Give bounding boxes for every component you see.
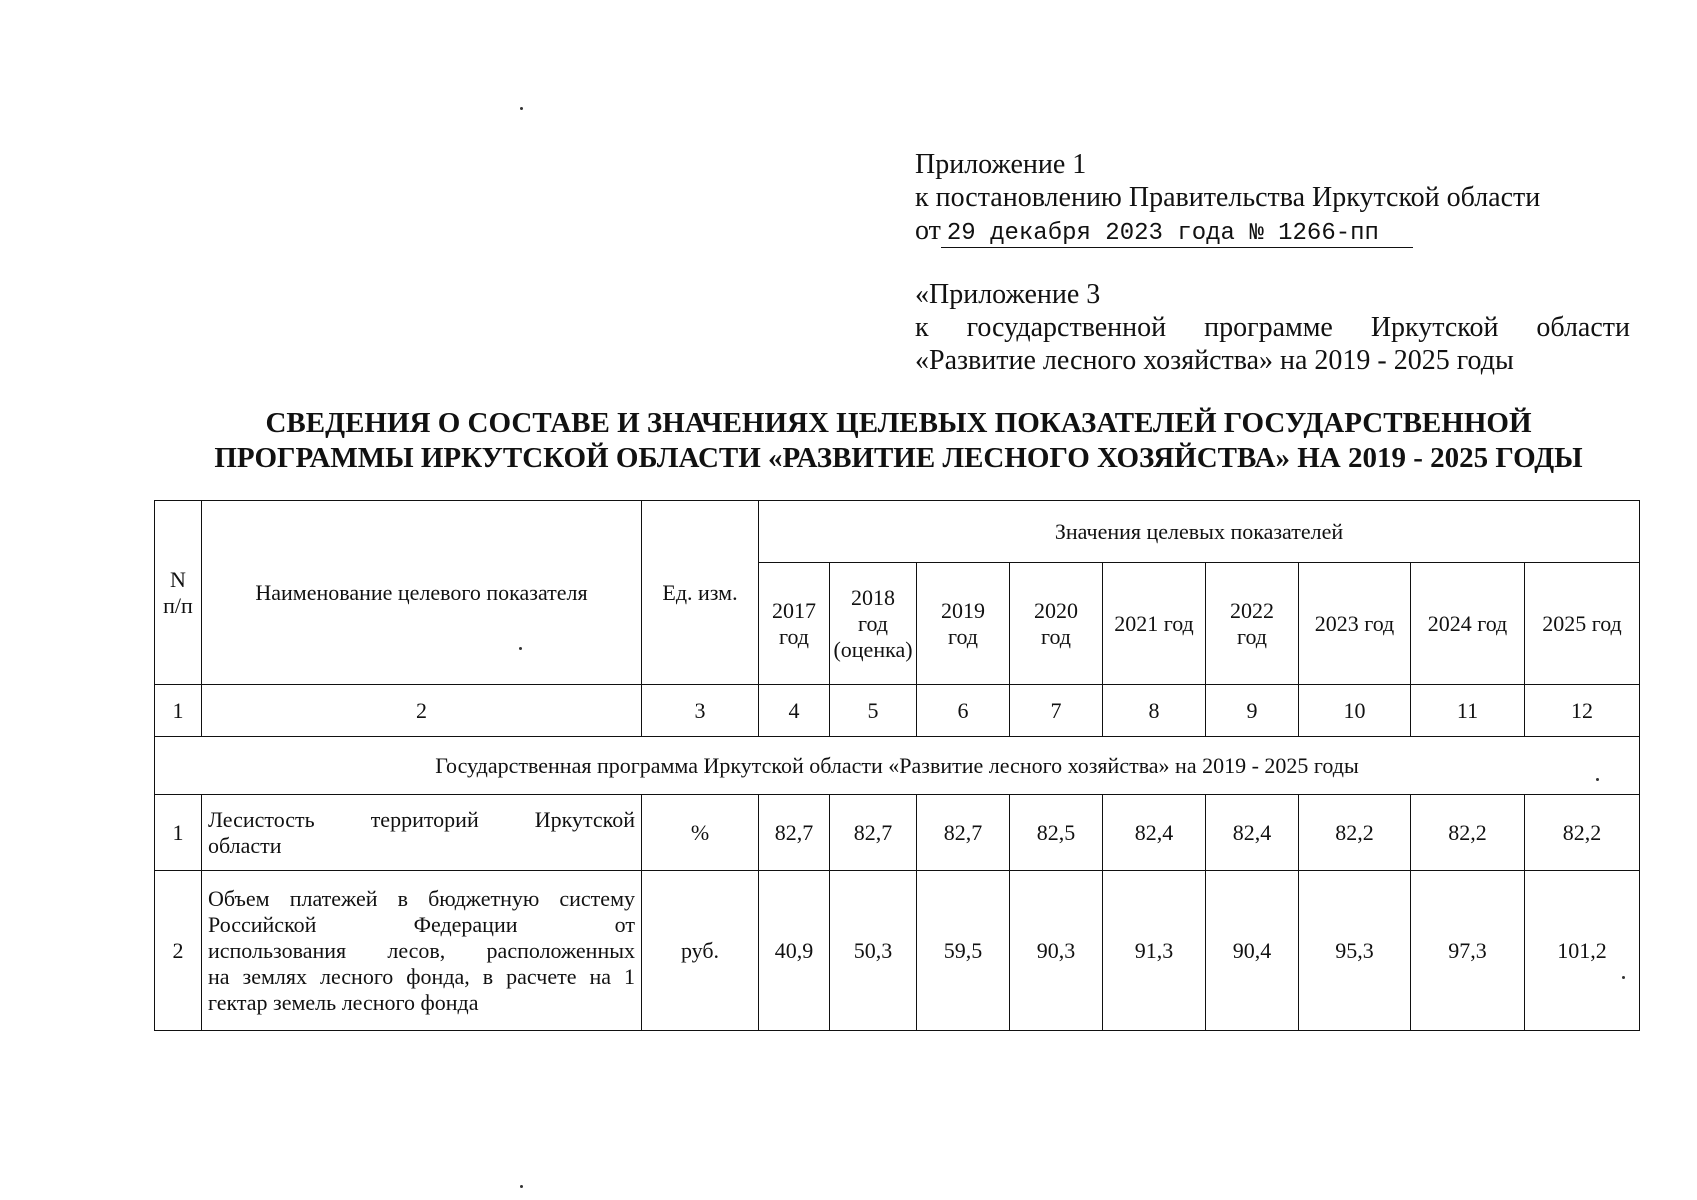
scan-speck — [519, 647, 522, 650]
table-row — [155, 795, 1640, 871]
row-value-cell: 82,2 — [1299, 795, 1411, 871]
row-value-cell: 97,3 — [1411, 871, 1525, 1031]
header-year-text: год — [1040, 623, 1072, 649]
header-unit: Ед. изм. — [642, 501, 759, 685]
row-value-cell: 90,3 — [1010, 871, 1103, 1031]
header-year-text: год — [1236, 623, 1268, 649]
header-year-8 — [1525, 563, 1640, 685]
annex-1-title: Приложение 1 — [915, 149, 1087, 180]
header-row-1 — [155, 501, 1640, 563]
row-indicator-name — [202, 871, 642, 1031]
document-title-line-2: ПРОГРАММЫ ИРКУТСКОЙ ОБЛАСТИ «РАЗВИТИЕ ЛЕСНОГО ХОЗЯЙСТВА» НА 2019 - 2025 ГОДЫ — [214, 442, 1583, 474]
header-year-text: год — [947, 623, 979, 649]
annex-1-block — [915, 148, 1630, 248]
header-year-4 — [1103, 563, 1206, 685]
indicator-name-line: Объем платежей в бюджетную систему — [208, 885, 635, 911]
row-value-cell: 59,5 — [917, 871, 1010, 1031]
header-year-text: 2020 — [1034, 597, 1078, 623]
column-number-cell: 6 — [917, 685, 1010, 737]
annex-1-date-value: 29 декабря 2023 года № 1266-пп — [941, 221, 1413, 248]
header-num — [155, 501, 202, 685]
row-value-cell: 95,3 — [1299, 871, 1411, 1031]
header-name: Наименование целевого показателя — [202, 501, 642, 685]
header-year-text: (оценка) — [833, 636, 913, 662]
document-title — [155, 406, 1642, 476]
header-year-text: 2017 — [772, 597, 816, 623]
indicator-name-line: на землях лесного фонда, в расчете на 1 — [208, 963, 635, 989]
column-number-cell: 10 — [1299, 685, 1411, 737]
header-year-text: 2019 — [941, 597, 985, 623]
row-unit: руб. — [642, 871, 759, 1031]
column-number-cell: 11 — [1411, 685, 1525, 737]
row-value-cell: 82,4 — [1103, 795, 1206, 871]
annex-3-program: «Развитие лесного хозяйства» на 2019 - 2025 годы — [915, 345, 1514, 376]
row-value-cell: 82,7 — [917, 795, 1010, 871]
header-year-text: год — [857, 610, 889, 636]
document-title-line-1: СВЕДЕНИЯ О СОСТАВЕ И ЗНАЧЕНИЯХ ЦЕЛЕВЫХ ПОКАЗАТЕЛЕЙ ГОСУДАРСТВЕННОЙ — [265, 407, 1532, 439]
scan-speck — [520, 1185, 523, 1188]
row-value-cell: 101,2 — [1525, 871, 1640, 1031]
program-row-cell: Государственная программа Иркутской области «Развитие лесного хозяйства» на 2019 - 2025 годы — [155, 737, 1640, 795]
scan-speck — [1622, 976, 1625, 979]
indicator-name-line: Лесистость территорий Иркутской — [208, 806, 635, 832]
annex-3-block — [915, 278, 1630, 377]
row-unit: % — [642, 795, 759, 871]
header-year-text: 2021 год — [1114, 610, 1194, 636]
indicator-name-line: Российской Федерации от — [208, 911, 635, 937]
header-year-text: 2022 — [1230, 597, 1274, 623]
indicators-table — [154, 500, 1640, 1031]
annex-3-subtitle: к государственной программе Иркутской области — [915, 312, 1630, 343]
row-value-cell: 82,5 — [1010, 795, 1103, 871]
scan-speck — [520, 107, 523, 110]
row-value-cell: 82,2 — [1525, 795, 1640, 871]
indicator-name-line: гектар земель лесного фонда — [208, 989, 479, 1015]
indicator-name-line: использования лесов, расположенных — [208, 937, 635, 963]
annex-1-date-line — [915, 214, 1630, 248]
header-year-text: 2025 год — [1542, 610, 1622, 636]
column-number-cell: 7 — [1010, 685, 1103, 737]
row-value-cell: 82,4 — [1206, 795, 1299, 871]
header-year-6 — [1299, 563, 1411, 685]
row-value-cell: 90,4 — [1206, 871, 1299, 1031]
header-values-group: Значения целевых показателей — [759, 501, 1640, 563]
header-year-5 — [1206, 563, 1299, 685]
row-value-cell: 50,3 — [830, 871, 917, 1031]
column-number-cell: 1 — [155, 685, 202, 737]
table-row — [155, 871, 1640, 1031]
header-year-1 — [830, 563, 917, 685]
column-number-cell: 3 — [642, 685, 759, 737]
row-number: 2 — [155, 871, 202, 1031]
row-value-cell: 91,3 — [1103, 871, 1206, 1031]
column-number-cell: 9 — [1206, 685, 1299, 737]
column-number-cell: 2 — [202, 685, 642, 737]
header-year-text: 2024 год — [1427, 610, 1508, 636]
annex-1-date-prefix: от — [915, 215, 941, 246]
column-number-cell: 12 — [1525, 685, 1640, 737]
header-num-line-2: п/п — [163, 592, 193, 618]
header-year-text: 2018 — [851, 584, 895, 610]
row-value-cell: 82,7 — [759, 795, 830, 871]
indicator-name-line: области — [208, 832, 282, 858]
header-year-2 — [917, 563, 1010, 685]
header-year-text: 2023 год — [1314, 610, 1395, 636]
column-number-cell: 5 — [830, 685, 917, 737]
program-row — [155, 737, 1640, 795]
annex-1-subtitle: к постановлению Правительства Иркутской области — [915, 182, 1541, 213]
header-year-3 — [1010, 563, 1103, 685]
row-number: 1 — [155, 795, 202, 871]
header-year-text: год — [778, 623, 810, 649]
column-numbers-row — [155, 685, 1640, 737]
header-year-0 — [759, 563, 830, 685]
scan-speck — [1596, 778, 1599, 781]
header-num-line-1: N — [170, 566, 186, 592]
row-value-cell: 82,2 — [1411, 795, 1525, 871]
row-value-cell: 82,7 — [830, 795, 917, 871]
row-value-cell: 40,9 — [759, 871, 830, 1031]
column-number-cell: 4 — [759, 685, 830, 737]
data-rows — [155, 795, 1640, 1031]
header-year-7 — [1411, 563, 1525, 685]
column-number-cell: 8 — [1103, 685, 1206, 737]
annex-3-title: «Приложение 3 — [915, 279, 1101, 310]
row-indicator-name — [202, 795, 642, 871]
